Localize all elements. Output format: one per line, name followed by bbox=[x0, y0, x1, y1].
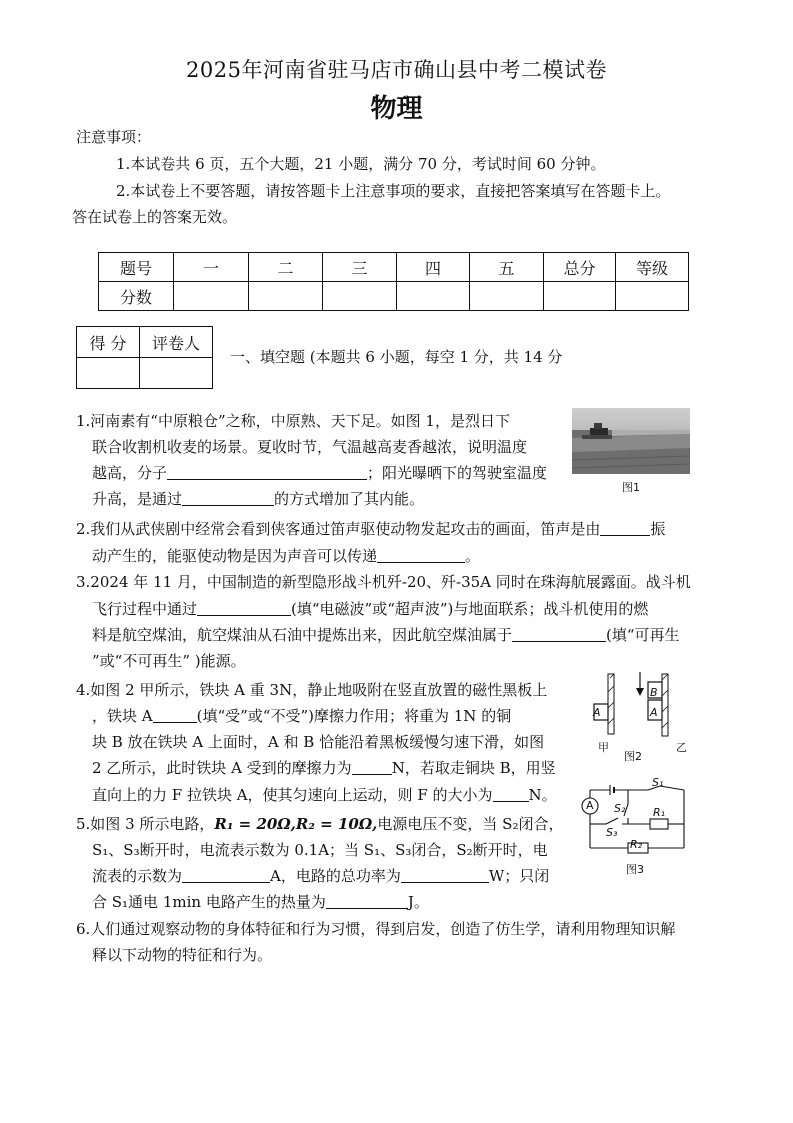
q5-text: J。 bbox=[407, 893, 429, 911]
q4-text: 直向上的力 F 拉铁块 A，使其匀速向上运动，则 F 的大小为 bbox=[92, 786, 493, 804]
q6-line-1: 6.人们通过观察动物的身体特征和行为习惯，得到启发，创造了仿生学，请利用物理知识解 bbox=[76, 920, 676, 938]
q4-line-4 bbox=[92, 755, 556, 781]
q5-text: W；只闭 bbox=[488, 867, 550, 885]
score-cell bbox=[616, 282, 689, 311]
exam-title: 2025年河南省驻马店市确山县中考二模试卷 bbox=[186, 58, 607, 82]
q1-line-1: 1.河南素有“中原粮仓”之称，中原熟、天下足。如图 1，是烈日下 bbox=[76, 412, 510, 430]
score-header-cell: 三 bbox=[323, 253, 397, 282]
figure-3-s3-label: S₃ bbox=[606, 826, 618, 839]
figure-3-ammeter-label: A bbox=[586, 799, 594, 812]
figure-3-r1-label: R₁ bbox=[653, 806, 666, 819]
q3-line-4: ”或“不可再生” )能源。 bbox=[92, 652, 246, 670]
score-header-cell: 题号 bbox=[99, 253, 174, 282]
q2-line-2 bbox=[92, 543, 480, 569]
score-table-header-row bbox=[99, 253, 689, 282]
figure-2-label-a2: A bbox=[650, 706, 658, 719]
answer-blank bbox=[493, 785, 529, 802]
grader-name-label: 评卷人 bbox=[140, 327, 213, 358]
grader-score-cell bbox=[77, 358, 140, 389]
score-header-cell: 一 bbox=[174, 253, 249, 282]
score-cell bbox=[323, 282, 397, 311]
score-header-cell: 五 bbox=[470, 253, 544, 282]
score-table-score-row bbox=[99, 282, 689, 311]
notice-item-2-cont: 答在试卷上的答案无效。 bbox=[72, 208, 238, 226]
answer-blank bbox=[401, 866, 489, 883]
score-header-cell: 等级 bbox=[616, 253, 689, 282]
score-cell bbox=[397, 282, 470, 311]
q5-text: 电源电压不变，当 S₂闭合， bbox=[377, 815, 564, 833]
answer-blank bbox=[377, 546, 465, 563]
q5-formula: R₁ = 20Ω,R₂ = 10Ω, bbox=[214, 815, 378, 833]
figure-2-label-jia: 甲 bbox=[598, 741, 609, 754]
q5-text: A，电路的总功率为 bbox=[270, 867, 401, 885]
score-row-label: 分数 bbox=[99, 282, 174, 311]
q4-line-5 bbox=[92, 782, 557, 808]
q4-line-2 bbox=[92, 703, 511, 729]
score-cell bbox=[249, 282, 323, 311]
notice-item-2: 2.本试卷上不要答题，请按答题卡上注意事项的要求，直接把答案填写在答题卡上。 bbox=[116, 182, 671, 200]
q1-text: 的方式增加了其内能。 bbox=[274, 490, 425, 508]
q3-text: 飞行过程中通过 bbox=[92, 600, 198, 618]
q5-text: 合 S₁通电 1min 电路产生的热量为 bbox=[92, 893, 326, 911]
notice-item-1: 1.本试卷共 6 页，五个大题，21 小题，满分 70 分，考试时间 60 分钟。 bbox=[116, 155, 606, 173]
notice-heading: 注意事项： bbox=[76, 128, 152, 146]
answer-blank bbox=[512, 625, 606, 642]
figure-3-caption: 图3 bbox=[626, 863, 644, 876]
q6-line-2: 释以下动物的特征和行为。 bbox=[92, 946, 273, 964]
answer-blank bbox=[153, 706, 197, 723]
answer-blank bbox=[600, 519, 650, 536]
figure-2-label-yi: 乙 bbox=[676, 741, 687, 754]
q2-text: 。 bbox=[465, 547, 481, 565]
figure-2-diagram bbox=[586, 668, 696, 748]
section-1-heading: 一、填空题 (本题共 6 小题，每空 1 分，共 14 分 bbox=[230, 348, 563, 366]
q1-text: 升高，是通过 bbox=[92, 490, 183, 508]
q3-line-2 bbox=[92, 596, 648, 622]
figure-3-s2-label: S₂ bbox=[614, 802, 626, 815]
q2-line-1 bbox=[76, 516, 665, 542]
q4-text: ，铁块 A bbox=[92, 707, 153, 725]
score-header-cell: 二 bbox=[249, 253, 323, 282]
q3-text: 料是航空煤油，航空煤油从石油中提炼出来，因此航空煤油属于 bbox=[92, 626, 513, 644]
q5-line-2: S₁、S₃断开时，电流表示数为 0.1A；当 S₁、S₃闭合，S₂断开时，电 bbox=[92, 841, 548, 859]
q1-line-2: 联合收割机收麦的场景。夏收时节，气温越高麦香越浓，说明温度 bbox=[92, 438, 528, 456]
figure-1-caption: 图1 bbox=[622, 481, 640, 494]
figure-2-caption: 图2 bbox=[624, 750, 642, 763]
score-header-cell: 总分 bbox=[544, 253, 616, 282]
figure-2-label-b: B bbox=[650, 686, 658, 699]
q5-text: 流表的示数为 bbox=[92, 867, 183, 885]
q5-line-4 bbox=[92, 889, 429, 915]
answer-blank bbox=[352, 758, 392, 775]
answer-blank bbox=[167, 463, 367, 480]
harvester-photo bbox=[572, 408, 690, 474]
q5-line-3 bbox=[92, 863, 549, 889]
score-table bbox=[98, 252, 689, 311]
grader-table bbox=[76, 326, 213, 389]
answer-blank bbox=[197, 599, 291, 616]
answer-blank bbox=[326, 892, 408, 909]
q3-line-3 bbox=[92, 622, 680, 648]
q2-text: 动产生的，能驱使动物是因为声音可以传递 bbox=[92, 547, 378, 565]
q2-text: 振 bbox=[650, 520, 666, 538]
q3-text: (填“可再生 bbox=[606, 626, 680, 644]
answer-blank bbox=[182, 866, 270, 883]
score-cell bbox=[470, 282, 544, 311]
answer-blank bbox=[182, 489, 274, 506]
q3-line-1: 3.2024 年 11 月，中国制造的新型隐形战斗机歼-20、歼-35A 同时在珠海航展露面。战斗机 bbox=[76, 573, 691, 591]
q4-line-3: 块 B 放在铁块 A 上面时，A 和 B 恰能沿着黑板缓慢匀速下滑，如图 bbox=[92, 733, 545, 751]
q1-text: 越高，分子 bbox=[92, 464, 168, 482]
q3-text: (填“电磁波”或“超声波”)与地面联系；战斗机使用的燃 bbox=[291, 600, 649, 618]
q4-text: 2 乙所示，此时铁块 A 受到的摩擦力为 bbox=[92, 759, 352, 777]
q4-text: (填“受”或“不受”)摩擦力作用；将重为 1N 的铜 bbox=[196, 707, 512, 725]
grader-name-cell bbox=[140, 358, 213, 389]
score-cell bbox=[174, 282, 249, 311]
q2-text: 2.我们从武侠剧中经常会看到侠客通过笛声驱使动物发起攻击的画面，笛声是由 bbox=[76, 520, 601, 538]
q1-line-3 bbox=[92, 460, 547, 486]
q1-line-4 bbox=[92, 486, 424, 512]
figure-3-s1-label: S₁ bbox=[652, 776, 664, 789]
score-header-cell: 四 bbox=[397, 253, 470, 282]
q4-line-1: 4.如图 2 甲所示，铁块 A 重 3N，静止地吸附在竖直放置的磁性黑板上 bbox=[76, 681, 548, 699]
q5-line-1 bbox=[76, 811, 563, 837]
score-cell bbox=[544, 282, 616, 311]
q1-text: ；阳光曝晒下的驾驶室温度 bbox=[367, 464, 548, 482]
subject-title: 物理 bbox=[370, 94, 423, 124]
grader-score-label: 得 分 bbox=[77, 327, 140, 358]
figure-3-r2-label: R₂ bbox=[630, 838, 643, 851]
figure-2-label-a: A bbox=[593, 706, 601, 719]
q4-text: N，若取走铜块 B，用竖 bbox=[391, 759, 556, 777]
q5-text: 5.如图 3 所示电路， bbox=[76, 815, 215, 833]
q4-text: N。 bbox=[528, 786, 557, 804]
